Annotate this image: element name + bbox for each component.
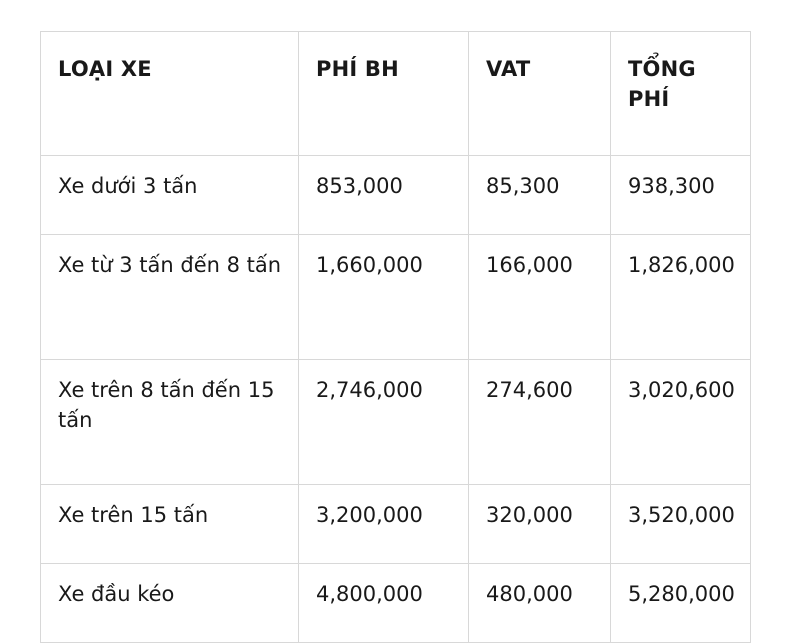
- cell-vat: 274,600: [469, 360, 611, 485]
- cell-vehicle-type: Xe từ 3 tấn đến 8 tấn: [41, 235, 299, 360]
- cell-insurance-fee: 1,660,000: [299, 235, 469, 360]
- table-row: [41, 235, 751, 360]
- table-row: [41, 485, 751, 564]
- cell-vat: 166,000: [469, 235, 611, 360]
- table-row: [41, 564, 751, 643]
- cell-vehicle-type: Xe trên 8 tấn đến 15 tấn: [41, 360, 299, 485]
- cell-total-fee: 3,020,600: [611, 360, 751, 485]
- cell-vehicle-type: Xe đầu kéo: [41, 564, 299, 643]
- cell-total-fee: 938,300: [611, 156, 751, 235]
- table-row: [41, 156, 751, 235]
- table-header-row: [41, 32, 751, 156]
- cell-vat: 320,000: [469, 485, 611, 564]
- cell-total-fee: 5,280,000: [611, 564, 751, 643]
- cell-vehicle-type: Xe dưới 3 tấn: [41, 156, 299, 235]
- column-header-vehicle-type: LOẠI XE: [41, 32, 299, 156]
- fee-table: [40, 31, 751, 643]
- cell-insurance-fee: 3,200,000: [299, 485, 469, 564]
- fee-table-container: [40, 31, 750, 643]
- column-header-insurance-fee: PHÍ BH: [299, 32, 469, 156]
- cell-total-fee: 3,520,000: [611, 485, 751, 564]
- cell-insurance-fee: 4,800,000: [299, 564, 469, 643]
- table-row: [41, 360, 751, 485]
- table-header: [41, 32, 751, 156]
- cell-vat: 480,000: [469, 564, 611, 643]
- column-header-vat: VAT: [469, 32, 611, 156]
- cell-insurance-fee: 853,000: [299, 156, 469, 235]
- cell-vat: 85,300: [469, 156, 611, 235]
- column-header-total-fee: TỔNG PHÍ: [611, 32, 751, 156]
- table-body: [41, 156, 751, 643]
- cell-total-fee: 1,826,000: [611, 235, 751, 360]
- cell-vehicle-type: Xe trên 15 tấn: [41, 485, 299, 564]
- cell-insurance-fee: 2,746,000: [299, 360, 469, 485]
